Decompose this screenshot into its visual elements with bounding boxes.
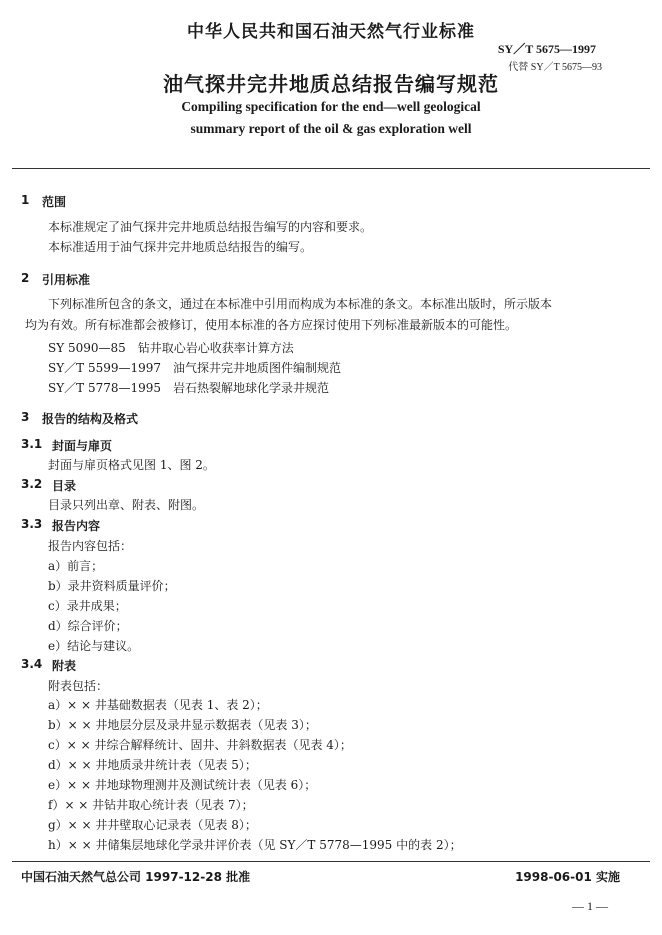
report-content-item: d）综合评价； (48, 619, 128, 633)
subsection-3-4-number: 3.4 (21, 657, 43, 671)
subsection-3-4-intro: 附表包括： (48, 679, 109, 693)
report-content-item: e）结论与建议。 (48, 639, 140, 653)
appendix-table-item: a）× × 井基础数据表（见表 1、表 2）； (48, 698, 268, 712)
document-title-cn: 油气探井完井地质总结报告编写规范 (163, 72, 499, 96)
header-divider (12, 168, 650, 169)
document-title-en-line1: Compiling specification for the end—well geological (181, 99, 481, 114)
subsection-3-4-title: 附表 (52, 659, 77, 673)
appendix-table-item: f）× × 井钻井取心统计表（见表 7）； (48, 798, 254, 812)
appendix-table-item: h）× × 井储集层地球化学录井评价表（见 SY／T 5778—1995 中的表 2）； (48, 838, 462, 852)
appendix-table-item: d）× × 井地质录井统计表（见表 5）； (48, 758, 257, 772)
section-2-number: 2 (21, 271, 30, 285)
section-1-paragraph-1: 本标准规定了油气探井完井地质总结报告编写的内容和要求。 (48, 220, 373, 234)
industry-standard-heading: 中华人民共和国石油天然气行业标准 (187, 22, 475, 42)
reference-standard-item: SY 5090—85 钻井取心岩心收获率计算方法 (48, 341, 294, 355)
subsection-3-3-intro: 报告内容包括： (48, 539, 133, 553)
section-3-title: 报告的结构及格式 (42, 412, 139, 426)
appendix-table-item: e）× × 井地球物理测井及测试统计表（见表 6）； (48, 778, 317, 792)
section-1-number: 1 (21, 193, 30, 207)
appendix-table-item: g）× × 井井壁取心记录表（见表 8）； (48, 818, 257, 832)
footer-divider (12, 861, 650, 862)
effective-date: 1998-06-01 实施 (515, 870, 620, 884)
standard-code: SY／T 5675—1997 (497, 42, 596, 56)
reference-standard-item: SY／T 5778—1995 岩石热裂解地球化学录井规范 (48, 381, 330, 395)
section-2-title: 引用标准 (42, 273, 91, 287)
subsection-3-1-text: 封面与扉页格式见图 1、图 2。 (48, 458, 215, 472)
reference-standard-item: SY／T 5599—1997 油气探井完井地质图件编制规范 (48, 361, 342, 375)
approval-line: 中国石油天然气总公司 1997-12-28 批准 (21, 870, 251, 884)
section-2-paragraph-line1: 下列标准所包含的条文，通过在本标准中引用而构成为本标准的条文。本标准出版时，所示版本 (48, 297, 553, 311)
subsection-3-3-title: 报告内容 (52, 519, 101, 533)
subsection-3-2-number: 3.2 (21, 477, 43, 491)
section-1-paragraph-2: 本标准适用于油气探井完井地质总结报告的编写。 (48, 240, 313, 254)
subsection-3-1-number: 3.1 (21, 437, 43, 451)
report-content-item: b）录井资料质量评价； (48, 579, 176, 593)
subsection-3-1-title: 封面与扉页 (52, 439, 113, 453)
subsection-3-3-number: 3.3 (21, 517, 43, 531)
document-title-en-line2: summary report of the oil & gas exploration well (190, 121, 472, 136)
section-3-number: 3 (21, 410, 30, 424)
report-content-item: a）前言； (48, 559, 104, 573)
subsection-3-2-title: 目录 (52, 479, 77, 493)
section-1-title: 范围 (42, 195, 67, 209)
page-number: — 1 — (572, 899, 608, 913)
replaces-standard: 代替 SY／T 5675—93 (508, 62, 602, 73)
section-2-paragraph-line2: 均为有效。所有标准都会被修订，使用本标准的各方应探讨使用下列标准最新版本的可能性。 (25, 318, 518, 332)
appendix-table-item: c）× × 井综合解释统计、固井、井斜数据表（见表 4）； (48, 738, 352, 752)
report-content-item: c）录井成果； (48, 599, 127, 613)
appendix-table-item: b）× × 井地层分层及录井显示数据表（见表 3）； (48, 718, 317, 732)
subsection-3-2-text: 目录只列出章、附表、附图。 (48, 498, 205, 512)
